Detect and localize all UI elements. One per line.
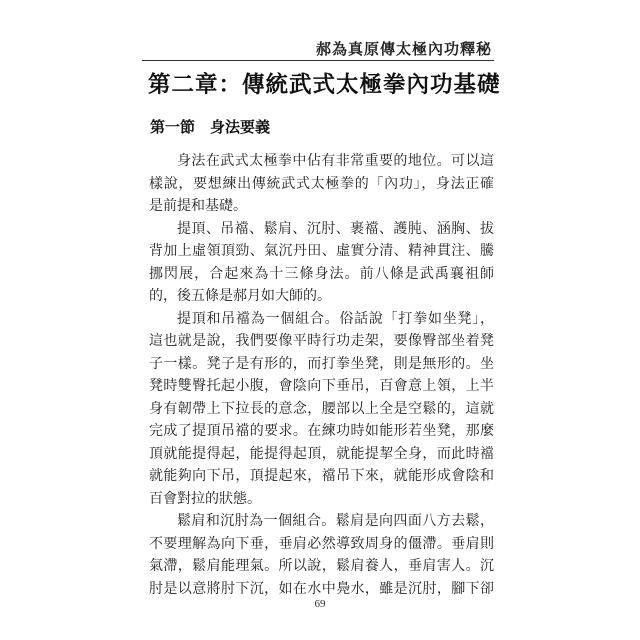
- body-line: 這也就是說，我們要像平時行功走架，要像臀部坐着凳: [149, 333, 494, 349]
- body-line: 身有韌帶上下拉長的意念，腰部以上全是空鬆的，這就: [149, 400, 494, 417]
- body-line: 樣說，要想練出傳統武式太極拳的「內功」，身法正確: [149, 175, 494, 192]
- section-title: 第一節 身法要義: [150, 118, 271, 136]
- body-line: 完成了提頂吊襠的要求。在練功時如能形若坐凳，那麼: [149, 423, 494, 439]
- body-line: 提頂和吊襠為一個組合。俗話說「打拳如坐凳」，: [177, 310, 494, 327]
- body-line: 是前提和基礎。: [149, 198, 247, 214]
- header-rule: [142, 60, 494, 61]
- body-line: 不要理解為向下垂，垂肩必然導致周身的僵滯。垂肩則: [149, 535, 494, 552]
- body-line: 就能夠向下吊，頂提起來，襠吊下來，就能形成會陰和: [149, 468, 494, 484]
- body-line: 提頂、吊襠、鬆肩、沉肘、裹襠、護肫、涵胸、拔: [177, 220, 494, 237]
- body-line: 頂就能提得起，能提得起頂，就能提挈全身，而此時襠: [149, 445, 494, 462]
- body-line: 身法在武式太極拳中佔有非常重要的地位。可以這: [177, 153, 494, 169]
- body-line: 鬆肩和沉肘為一個組合。鬆肩是向四面八方去鬆，: [177, 513, 494, 529]
- running-header: 郝為真原傳太極內功釋秘: [315, 40, 492, 58]
- page-number: 69: [314, 598, 326, 610]
- body-line: 子一樣。凳子是有形的，而打拳坐凳，則是無形的。坐: [149, 355, 494, 372]
- body-line: 肘是以意將肘下沉，如在水中鳧水，雖是沉肘，腳下卻: [149, 580, 494, 597]
- chapter-title: 第二章：傳統武式太極拳內功基礎: [148, 72, 501, 98]
- body-line: 凳時雙臀托起小腹，會陰向下垂吊，百會意上領，上半: [149, 378, 494, 394]
- body-text: [149, 150, 494, 600]
- body-line: 的，後五條是郝月如大師的。: [149, 288, 331, 304]
- body-line: 背加上虛領頂勁、氣沉丹田、虛實分清、精神貫注、騰: [149, 243, 494, 259]
- body-line: 氣滯，鬆肩能理氣。所以說，鬆肩養人，垂肩害人。沉: [149, 558, 494, 574]
- body-line: 挪閃展，合起來為十三條身法。前八條是武禹襄祖師: [149, 265, 494, 282]
- body-line: 百會對拉的狀態。: [149, 490, 261, 507]
